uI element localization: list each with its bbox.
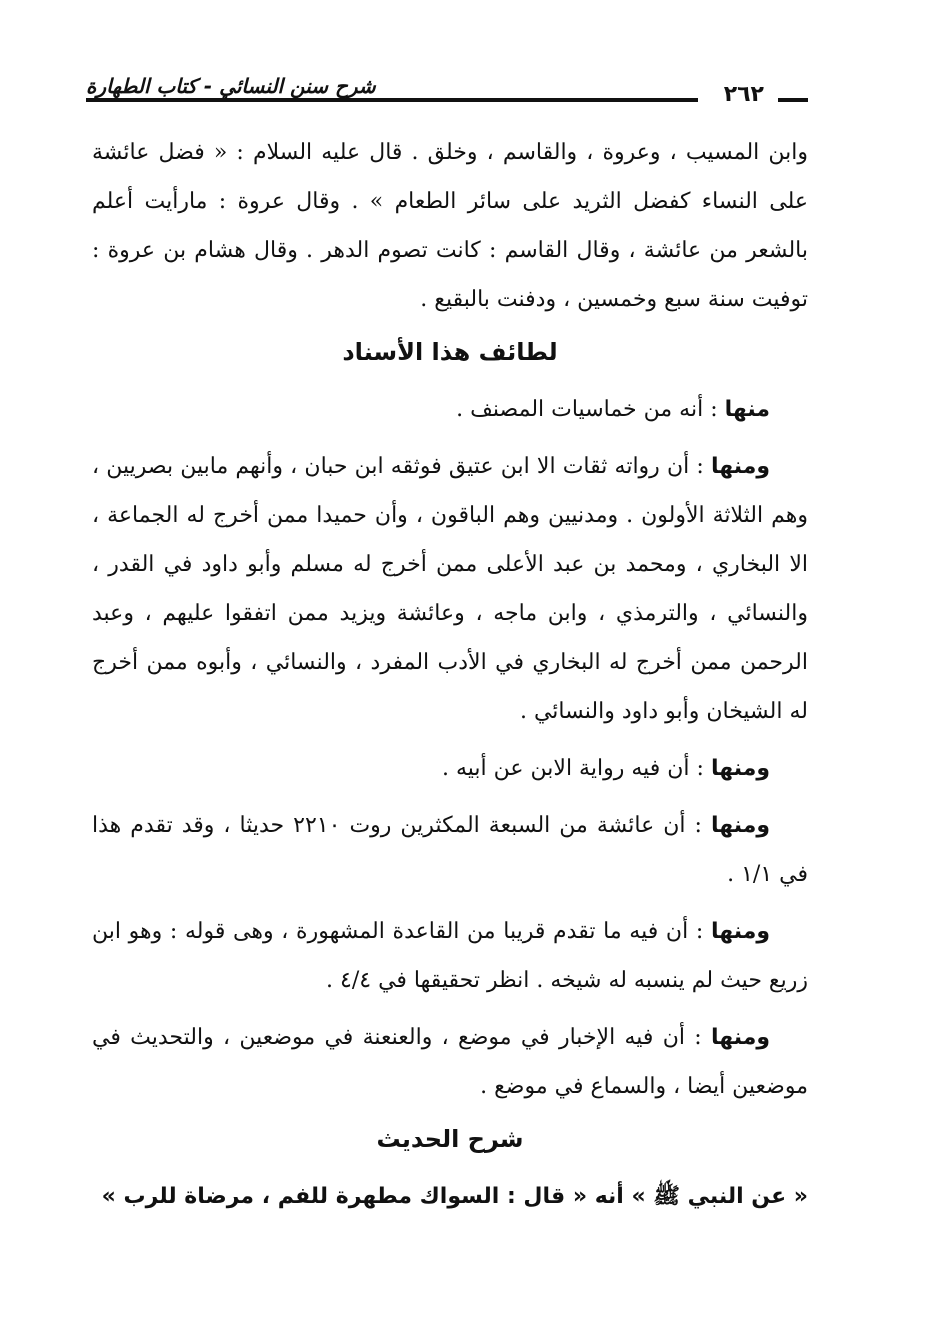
- item-lead: ومنها: [710, 1025, 770, 1050]
- header-rule: [86, 98, 698, 102]
- running-title: شرح سنن النسائي - كتاب الطهارة: [86, 74, 376, 98]
- list-item: [92, 442, 808, 736]
- item-text: : أنه من خماسيات المصنف .: [456, 397, 725, 422]
- item-lead: منها: [724, 397, 770, 422]
- section-title-isnad: لطائف هذا الأسناد: [342, 338, 558, 366]
- header-rule-short: [778, 98, 808, 102]
- item-text: : أن فيه ما تقدم قريبا من القاعدة المشهورة ، وهى قوله : وهو ابن زريع حيث لم ينسبه له شيخه . انظر تحقيقها في ٤/٤ .: [92, 919, 808, 993]
- item-lead: ومنها: [710, 454, 770, 479]
- list-item: [92, 907, 808, 1005]
- section-title-sharh: شرح الحديث: [376, 1125, 524, 1153]
- list-item: [92, 801, 808, 899]
- page-header: [86, 68, 808, 108]
- item-text: : أن فيه رواية الابن عن أبيه .: [442, 756, 711, 781]
- item-text: : أن عائشة من السبعة المكثرين روت ٢٢١٠ حديثا ، وقد تقدم هذا في ١/١ .: [92, 813, 808, 887]
- list-item: [92, 744, 808, 793]
- item-lead: ومنها: [710, 919, 770, 944]
- item-text: : أن فيه الإخبار في موضع ، والعنعنة في موضعين ، والتحديث في موضعين أيضا ، والسماع في موضع .: [92, 1025, 808, 1099]
- hadith-text: « عن النبي ﷺ » أنه « قال : السواك مطهرة للفم ، مرضاة للرب »: [101, 1184, 808, 1209]
- item-lead: ومنها: [710, 813, 770, 838]
- intro-paragraph: وابن المسيب ، وعروة ، والقاسم ، وخلق . قال عليه السلام : « فضل عائشة على النساء كفضل الثريد على سائر الطعام » . وقال عروة : مارأيت أعلم بالشعر من عائشة ، وقال القاسم : كانت تصوم الدهر . وقال هشام بن عروة : توفيت سنة سبع وخمسين ، ودفنت بالبقيع .: [92, 140, 808, 312]
- item-lead: ومنها: [710, 756, 770, 781]
- list-item: [92, 1013, 808, 1111]
- page-number: ٢٦٢: [723, 82, 764, 107]
- page-body: [92, 128, 808, 1221]
- item-text: : أن رواته ثقات الا ابن عتيق فوثقه ابن حبان ، وأنهم مابين بصريين ، وهم الثلاثة الأولون . ومدنيين وهم الباقون ، وأن حميدا ممن أخرج له الجماعة ، الا البخاري ، ومحمد بن عبد الأعلى ممن أخرج له مسلم وأبو داود في القدر ، والنسائي ، والترمذي ، وابن ماجه ، وعائشة ويزيد ممن اتفقوا عليهم ، وعبد الرحمن ممن أخرج له البخاري في الأدب المفرد ، والنسائي ، وأبوه ممن أخرج له الشيخان وأبو داود والنسائي .: [92, 454, 808, 724]
- list-item: [92, 385, 808, 434]
